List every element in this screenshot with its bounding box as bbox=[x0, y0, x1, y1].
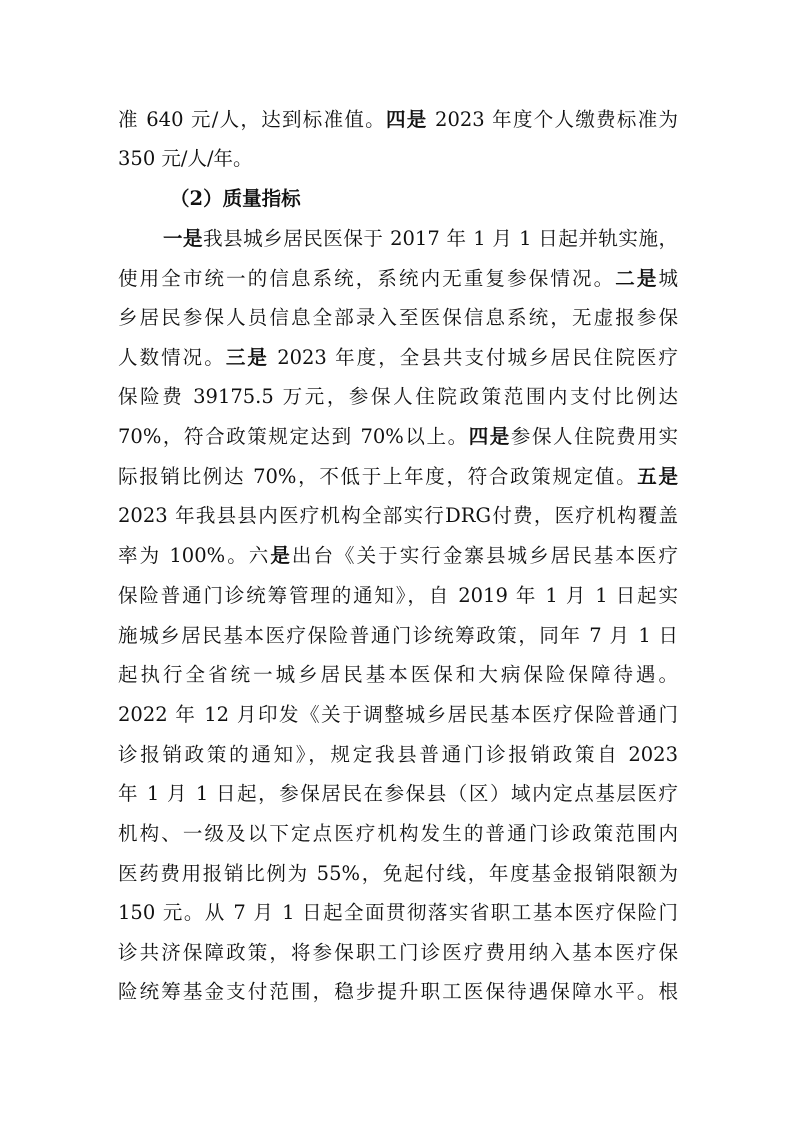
text-run: 施城乡居民基本医疗保险普通门诊统筹政策，同年 7 月 1 日 bbox=[118, 624, 678, 647]
text-run: 准 640 元/人，达到标准值。 bbox=[118, 108, 386, 131]
text-line bbox=[163, 220, 678, 258]
emphasis-text: 是 bbox=[270, 544, 292, 567]
text-run: 2023 年我县县内医疗机构全部实行DRG付费，医疗机构覆盖 bbox=[118, 504, 678, 527]
emphasis-text: 五是 bbox=[637, 465, 678, 488]
section-heading-text: （2）质量指标 bbox=[170, 187, 301, 210]
text-run: 350 元/人/年。 bbox=[118, 147, 253, 170]
text-run: 2023 年度个人缴费标准为 bbox=[427, 108, 678, 131]
emphasis-text: 三是 bbox=[225, 346, 269, 369]
text-run: 参保人住院费用实 bbox=[510, 425, 678, 448]
text-run: 乡居民参保人员信息全部录入至医保信息系统，无虚报参保 bbox=[118, 306, 678, 329]
text-line bbox=[118, 617, 678, 655]
text-run: 率为 100%。六 bbox=[118, 544, 271, 567]
text-run: 150 元。从 7 月 1 日起全面贯彻落实省职工基本医疗保险门 bbox=[118, 901, 678, 924]
text-line bbox=[118, 577, 678, 615]
text-run: 年 1 月 1 日起，参保居民在参保县（区）域内定点基层医疗 bbox=[118, 782, 678, 805]
text-line bbox=[118, 934, 678, 972]
text-line bbox=[118, 656, 678, 694]
text-run: 出台《关于实行金寨县城乡居民基本医疗 bbox=[291, 544, 678, 567]
emphasis-text: 四是 bbox=[385, 108, 428, 131]
text-line bbox=[118, 458, 678, 496]
text-run: 2022 年 12 月印发《关于调整城乡居民基本医疗保险普通门 bbox=[118, 703, 678, 726]
text-line bbox=[118, 894, 678, 932]
text-run: 我县城乡居民医保于 2017 年 1 月 1 日起并轨实施， bbox=[203, 227, 678, 250]
emphasis-text: 二是 bbox=[615, 267, 659, 290]
text-line bbox=[118, 696, 678, 734]
text-line bbox=[118, 973, 678, 1011]
text-line bbox=[118, 736, 678, 774]
text-run: 际报销比例达 70%，不低于上年度，符合政策规定值。 bbox=[118, 465, 638, 488]
text-run: 2023 年度，全县共支付城乡居民住院医疗 bbox=[268, 346, 678, 369]
text-run: 诊共济保障政策，将参保职工门诊医疗费用纳入基本医疗保 bbox=[118, 941, 678, 964]
text-line bbox=[118, 378, 678, 416]
section-heading bbox=[170, 180, 470, 218]
text-line bbox=[118, 418, 678, 456]
text-run: 险统筹基金支付范围，稳步提升职工医保待遇保障水平。根 bbox=[118, 980, 678, 1003]
text-run: 起执行全省统一城乡居民基本医保和大病保险保障待遇。 bbox=[118, 663, 678, 686]
text-line bbox=[118, 299, 678, 337]
emphasis-text: 四是 bbox=[468, 425, 511, 448]
text-run: 人数情况。 bbox=[118, 346, 226, 369]
text-run: 保险普通门诊统筹管理的通知》，自 2019 年 1 月 1 日起实 bbox=[118, 584, 678, 607]
text-run: 使用全市统一的信息系统，系统内无重复参保情况。 bbox=[118, 267, 616, 290]
text-run: 诊报销政策的通知》，规定我县普通门诊报销政策自 2023 bbox=[118, 743, 678, 766]
text-run: 保险费 39175.5 万元，参保人住院政策范围内支付比例达 bbox=[118, 385, 678, 408]
text-line bbox=[118, 815, 678, 853]
text-line bbox=[118, 339, 678, 377]
text-line bbox=[118, 775, 678, 813]
text-line bbox=[118, 101, 678, 139]
text-line bbox=[118, 140, 678, 178]
text-line bbox=[118, 497, 678, 535]
emphasis-text: 一是 bbox=[163, 227, 204, 250]
text-line bbox=[118, 537, 678, 575]
text-run: 城 bbox=[658, 267, 678, 290]
text-run: 70%，符合政策规定达到 70%以上。 bbox=[118, 425, 469, 448]
text-line bbox=[118, 260, 678, 298]
text-run: 机构、一级及以下定点医疗机构发生的普通门诊政策范围内 bbox=[118, 822, 678, 845]
text-line bbox=[118, 855, 678, 893]
text-run: 医药费用报销比例为 55%，免起付线，年度基金报销限额为 bbox=[118, 862, 678, 885]
